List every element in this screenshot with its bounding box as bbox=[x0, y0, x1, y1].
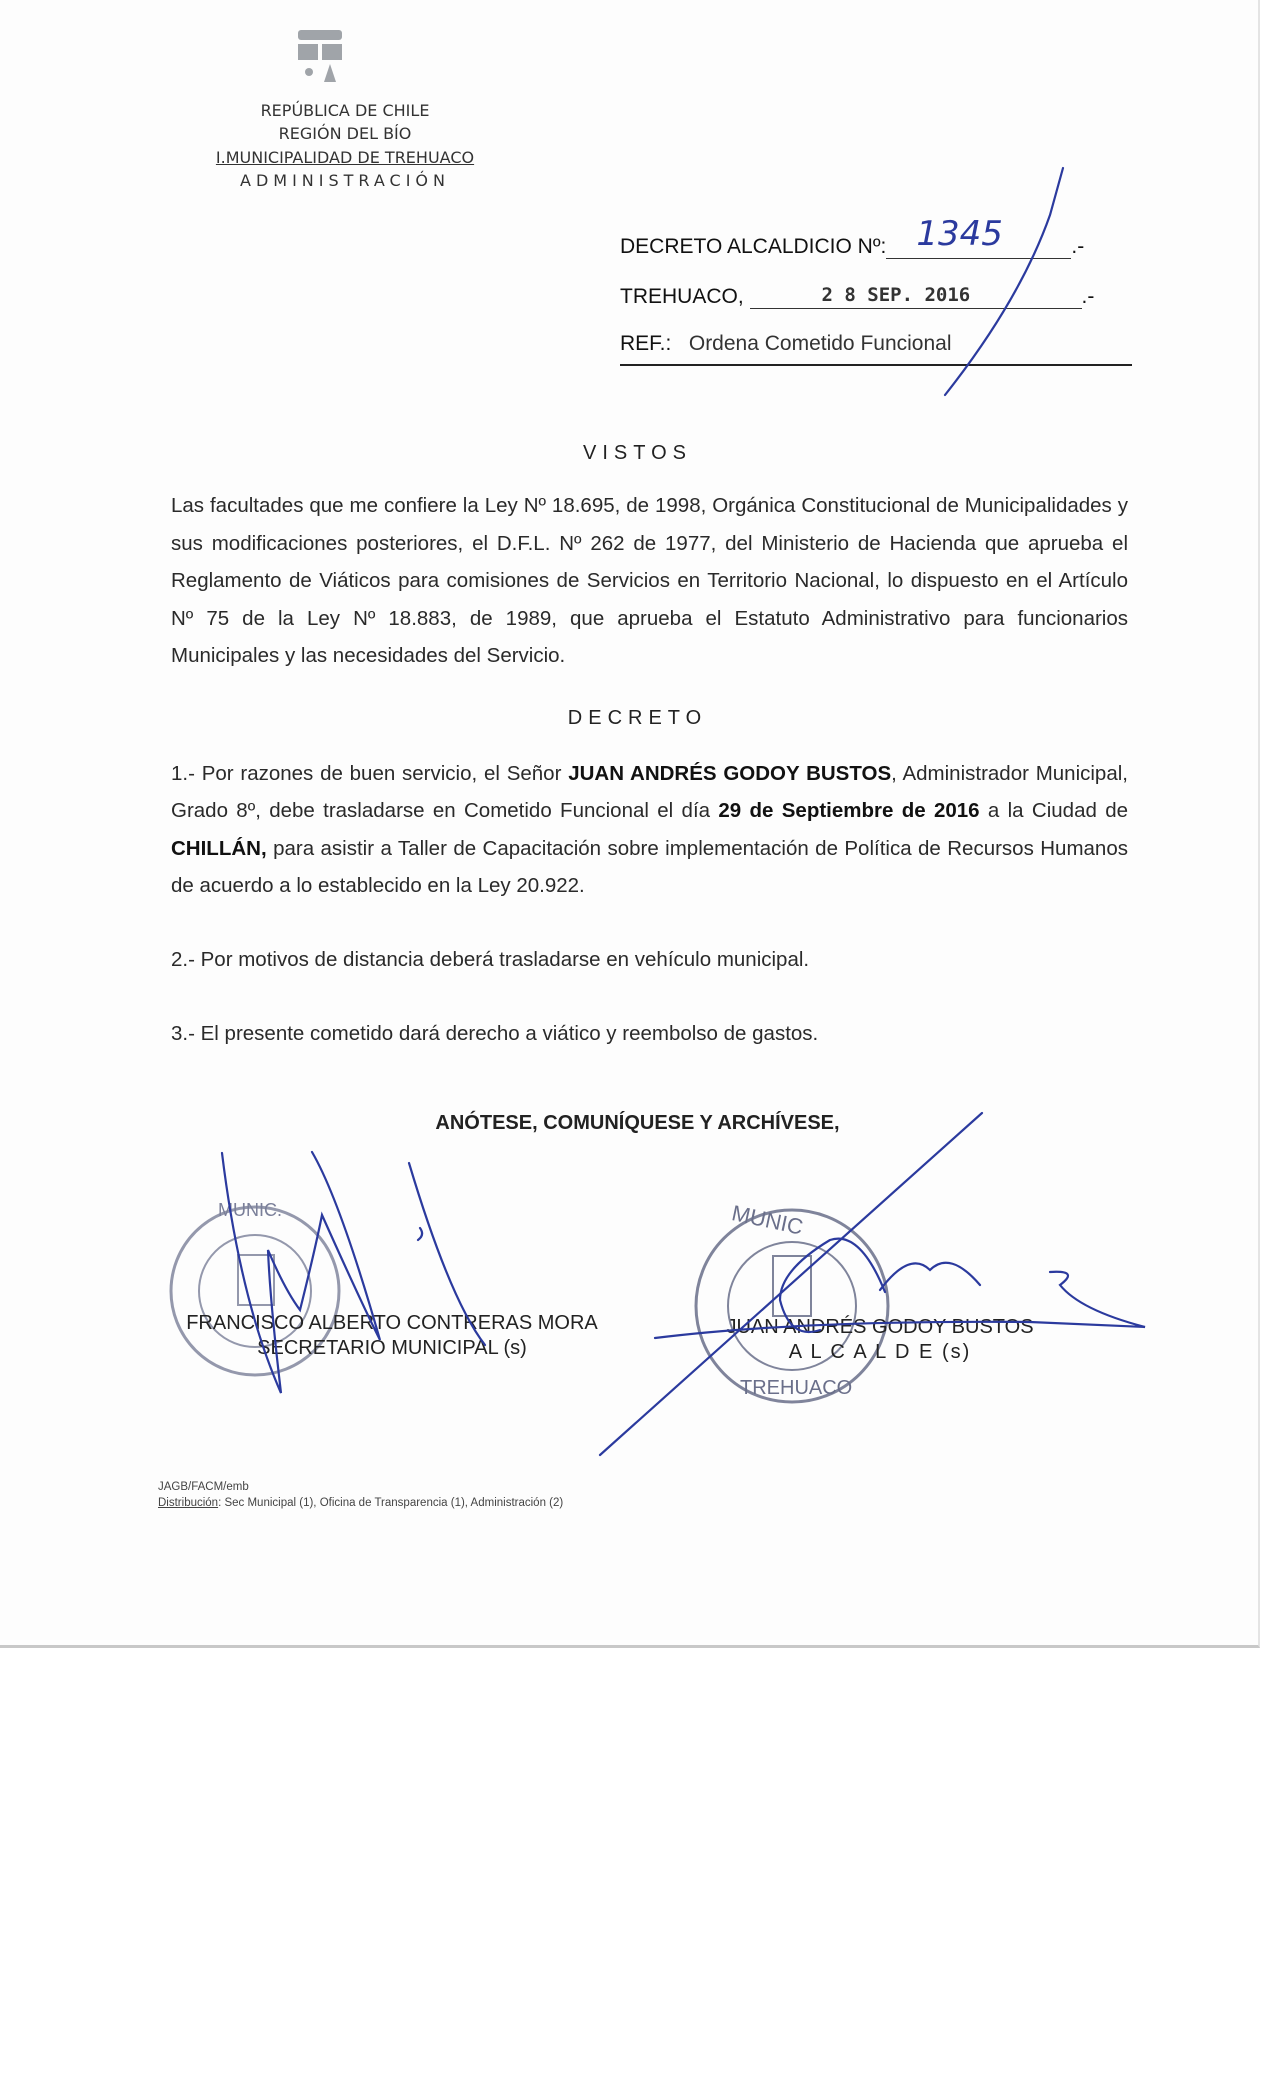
letterhead-country: REPÚBLICA DE CHILE bbox=[260, 101, 430, 120]
text: 1.- Por razones de buen servicio, el Señor bbox=[171, 761, 569, 785]
letterhead-region: REGIÓN DEL BÍO bbox=[278, 124, 412, 143]
trip-date: 29 de Septiembre de 2016 bbox=[718, 799, 980, 822]
signer-role: A L C A L D E (s) bbox=[788, 1341, 972, 1363]
official-name: JUAN ANDRÉS GODOY BUSTOS bbox=[568, 761, 892, 785]
text: a la Ciudad de bbox=[979, 799, 1128, 822]
stamp-left-text: MUNIC. bbox=[218, 1200, 282, 1220]
mayor-strike-line-icon bbox=[600, 1113, 982, 1455]
text: para asistir a Taller de Capacitación sobre implementación de Política de Recursos Humanos de acuerdo a lo establecido en la Ley 20.922. bbox=[171, 836, 1128, 897]
letterhead-department: ADMINISTRACIÓN bbox=[240, 171, 450, 190]
distribution-text: : Sec Municipal (1), Oficina de Transparencia (1), Administración (2) bbox=[218, 1497, 564, 1509]
date-stamp: 2 8 SEP. 2016 bbox=[821, 284, 971, 306]
stamp-right-text: TREHUACO bbox=[740, 1377, 853, 1399]
suffix: .- bbox=[1081, 285, 1095, 308]
letterhead-municipality: I.MUNICIPALIDAD DE TREHUACO bbox=[215, 148, 475, 167]
vistos-paragraph: Las facultades que me confiere la Ley Nº 18.695, de 1998, Orgánica Constitucional de Municipalidades y sus modificaciones posteriores, el D.F.L. Nº 262 de 1977, del Ministerio de Hacienda que aprueba el Reglamento de Viáticos para comisiones de Servicios en Territorio Nacional, lo dispuesto en el Artículo Nº 75 de la Ley Nº 18.883, de 1989, que aprueba el Estatuto Administrativo para funcionarios Municipales y las necesidades del Servicio. bbox=[171, 494, 1128, 667]
mayor-signature-icon bbox=[655, 1239, 1145, 1338]
place-label: TREHUACO, bbox=[620, 285, 744, 308]
decree-number-label: DECRETO ALCALDICIO Nº: bbox=[620, 235, 887, 258]
distribution-label: Distribución bbox=[158, 1497, 219, 1509]
ref-label: REF.: bbox=[620, 332, 672, 355]
decreto-heading: DECRETO bbox=[567, 706, 708, 729]
signer-name: JUAN ANDRÉS GODOY BUSTOS bbox=[726, 1316, 1034, 1338]
decree-number-strike-icon bbox=[945, 168, 1063, 395]
signer-role: SECRETARIO MUNICIPAL (s) bbox=[257, 1337, 527, 1359]
decree-item-3: 3.- El presente cometido dará derecho a viático y reembolso de gastos. bbox=[171, 1022, 819, 1045]
signer-name: FRANCISCO ALBERTO CONTRERAS MORA bbox=[186, 1312, 598, 1334]
footer-initials: JAGB/FACM/emb bbox=[158, 1481, 249, 1493]
text: , Administrador Municipal, Grado 8º, debe trasladarse en Cometido Funcional el día bbox=[171, 761, 1128, 822]
decree-number-handwritten: 1345 bbox=[916, 214, 1003, 254]
destination-city: CHILLÁN, bbox=[171, 836, 267, 860]
ref-value: Ordena Cometido Funcional bbox=[688, 332, 952, 355]
stamp-right-top-text: MUNIC bbox=[729, 1200, 806, 1240]
decree-item-2: 2.- Por motivos de distancia deberá trasladarse en vehículo municipal. bbox=[171, 947, 810, 971]
closing-formula: ANÓTESE, COMUNÍQUESE Y ARCHÍVESE, bbox=[435, 1111, 840, 1134]
footer-distribution bbox=[158, 1495, 563, 1511]
vistos-heading: VISTOS bbox=[583, 442, 692, 464]
suffix: .- bbox=[1071, 235, 1085, 258]
secretary-signature-icon bbox=[222, 1152, 485, 1393]
